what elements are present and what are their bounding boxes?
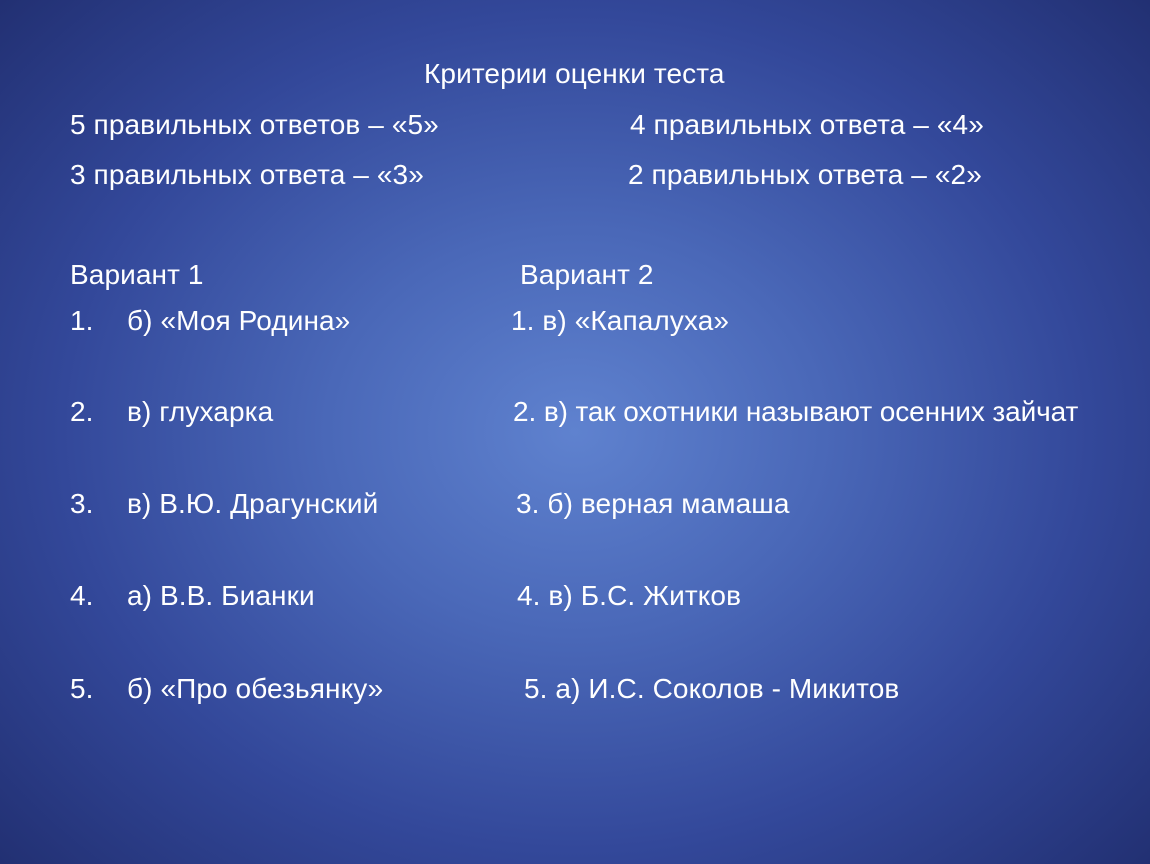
variant2-heading: Вариант 2 bbox=[520, 259, 654, 290]
variant1-item-4-answer: а) В.В. Бианки bbox=[127, 580, 315, 611]
variant2-item-5: 5. а) И.С. Соколов - Микитов bbox=[524, 673, 900, 704]
variant1-item-5-number: 5. bbox=[70, 673, 94, 704]
variant1-item-3-number: 3. bbox=[70, 488, 94, 519]
slide-title: Критерии оценки теста bbox=[424, 58, 725, 89]
criteria-five: 5 правильных ответов – «5» bbox=[70, 109, 439, 140]
variant2-item-2: 2. в) так охотники называют осенних зайчат bbox=[513, 396, 1079, 427]
criteria-four: 4 правильных ответа – «4» bbox=[630, 109, 984, 140]
variant1-item-4-number: 4. bbox=[70, 580, 94, 611]
variant2-item-3: 3. б) верная мамаша bbox=[516, 488, 790, 519]
variant1-item-2-number: 2. bbox=[70, 396, 94, 427]
variant1-heading: Вариант 1 bbox=[70, 259, 204, 290]
variant1-item-5-answer: б) «Про обезьянку» bbox=[127, 673, 384, 704]
criteria-two: 2 правильных ответа – «2» bbox=[628, 159, 982, 190]
variant1-item-1-answer: б) «Моя Родина» bbox=[127, 305, 351, 336]
criteria-three: 3 правильных ответа – «3» bbox=[70, 159, 424, 190]
variant2-item-1: 1. в) «Капалуха» bbox=[511, 305, 730, 336]
variant2-item-4: 4. в) Б.С. Житков bbox=[517, 580, 742, 611]
variant1-item-1-number: 1. bbox=[70, 305, 94, 336]
variant1-item-2-answer: в) глухарка bbox=[127, 396, 274, 427]
variant1-item-3-answer: в) В.Ю. Драгунский bbox=[127, 488, 379, 519]
